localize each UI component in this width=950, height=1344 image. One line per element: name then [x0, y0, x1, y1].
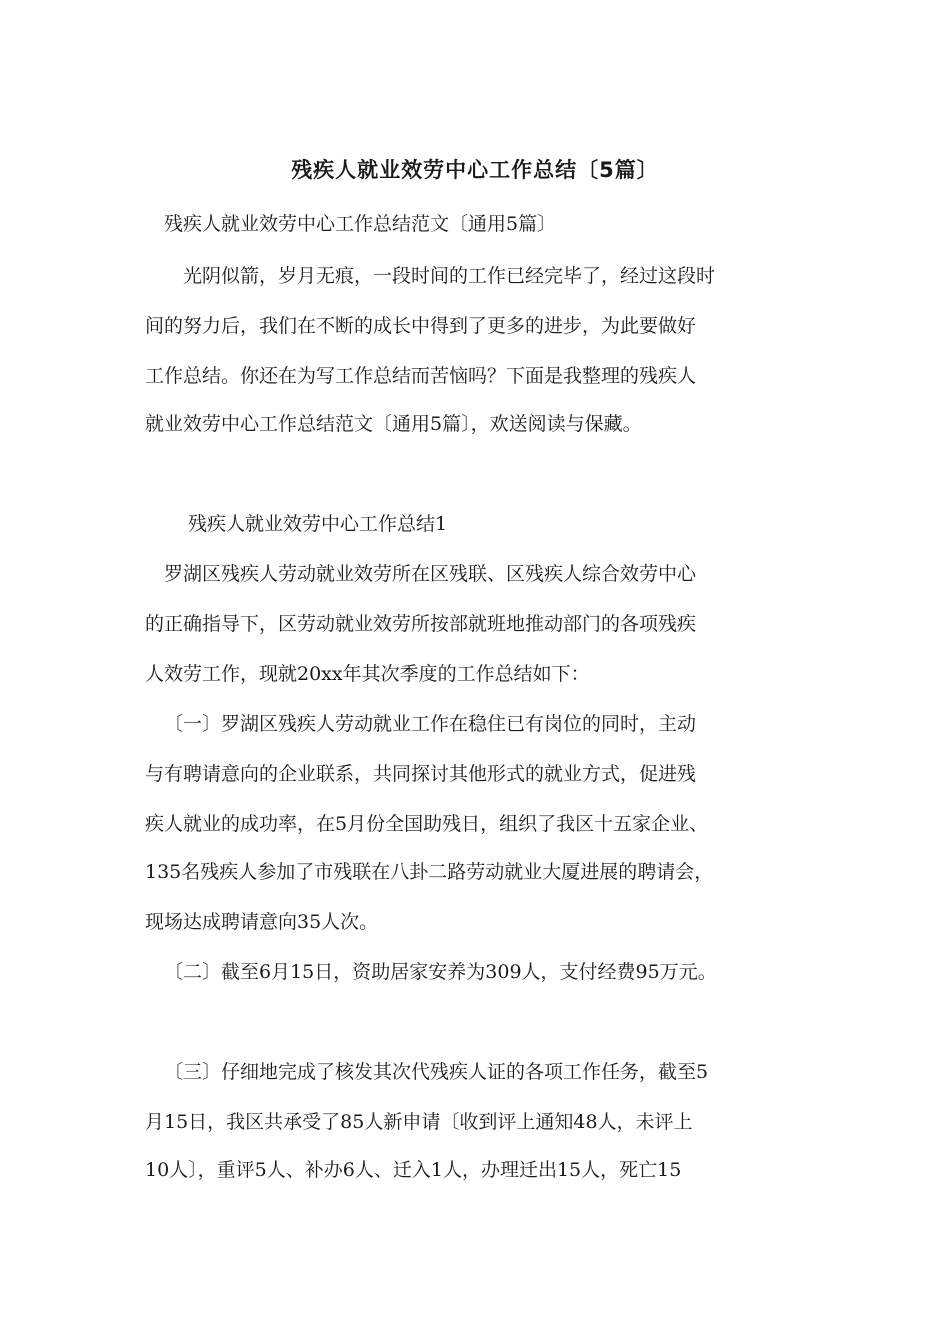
- section-heading: 残疾人就业效劳中心工作总结1: [188, 513, 448, 535]
- intro-line-3: 工作总结。你还在为写工作总结而苦恼吗？下面是我整理的残疾人: [145, 365, 697, 387]
- para4-line-1: 〔三〕仔细地完成了核发其次代残疾人证的各项工作任务，截至5: [164, 1061, 709, 1083]
- para1-line-1: 罗湖区残疾人劳动就业效劳所在区残联、区残疾人综合效劳中心: [164, 563, 697, 585]
- para2-line-1: 〔一〕罗湖区残疾人劳动就业工作在稳住已有岗位的同时，主动: [164, 713, 697, 735]
- para4-line-2: 月15日，我区共承受了85人新申请〔收到评上通知48人，未评上: [145, 1111, 693, 1133]
- para1-line-2: 的正确指导下，区劳动就业效劳所按部就班地推动部门的各项残疾: [145, 613, 697, 635]
- document-title: 残疾人就业效劳中心工作总结〔5篇〕: [291, 158, 659, 182]
- para2-line-3: 疾人就业的成功率，在5月份全国助残日，组织了我区十五家企业、: [145, 813, 709, 835]
- para1-line-3: 人效劳工作，现就20xx年其次季度的工作总结如下：: [145, 663, 590, 685]
- document-subtitle: 残疾人就业效劳中心工作总结范文〔通用5篇〕: [164, 213, 557, 235]
- para4-line-3: 10人〕，重评5人、补办6人、迁入1人，办理迁出15人，死亡15: [145, 1159, 682, 1181]
- intro-line-1: 光阴似箭，岁月无痕，一段时间的工作已经完毕了，经过这段时: [183, 265, 716, 287]
- intro-line-2: 间的努力后，我们在不断的成长中得到了更多的进步，为此要做好: [145, 315, 697, 337]
- para3-line: 〔二〕截至6月15日，资助居家安养为309人，支付经费95万元。: [164, 961, 717, 983]
- para2-line-2: 与有聘请意向的企业联系，共同探讨其他形式的就业方式，促进残: [145, 763, 697, 785]
- intro-line-4: 就业效劳中心工作总结范文〔通用5篇〕，欢送阅读与保藏。: [145, 413, 642, 435]
- para2-line-5: 现场达成聘请意向35人次。: [145, 911, 379, 933]
- para2-line-4: 135名残疾人参加了市残联在八卦二路劳动就业大厦进展的聘请会，: [145, 861, 714, 883]
